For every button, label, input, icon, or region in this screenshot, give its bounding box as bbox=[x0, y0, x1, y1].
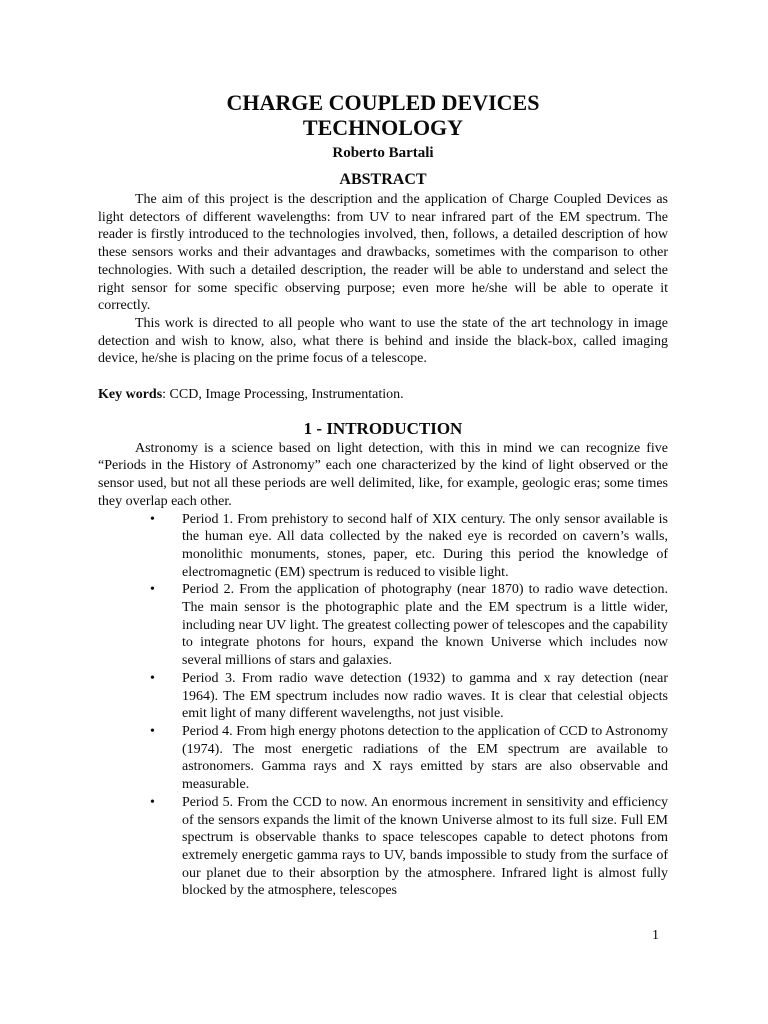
abstract-paragraph-1: The aim of this project is the description and the application of Charge Coupled Devices as light detectors of different wavelengths: from UV to near infrared part of the EM spectrum. The reader is firstly introduced to the technologies involved, then, follows, a detailed description of how these sensors works and their advantages and drawbacks, sometimes with the comparison to other technologies. With such a detailed description, the reader will be able to understand and select the right sensor for some specific observing purpose; even more he/she will be able to operate it correctly. bbox=[98, 192, 668, 314]
bullet-period-5: • Period 5. From the CCD to now. An enormous increment in sensitivity and efficiency of the sensors expands the limit of the known Universe almost to its full size. Full EM spectrum is observable thanks to space telescopes capable to detect photons from extremely energetic gamma rays to UV, bands impossible to study from the surface of our planet due to their absorption by the atmosphere. Infrared light is almost fully blocked by the atmosphere, telescopes bbox=[98, 794, 668, 900]
paper-title bbox=[98, 90, 668, 140]
introduction-heading: 1 - INTRODUCTION bbox=[303, 418, 463, 438]
page-number: 1 bbox=[652, 928, 659, 943]
paper-title-line-1: CHARGE COUPLED DEVICES bbox=[226, 90, 540, 115]
introduction-lead-paragraph: Astronomy is a science based on light detection, with this in mind we can recognize five “Periods in the History of Astronomy” each one characterized by the kind of light observed or the sensor used, but not all these periods are well delimited, like, for example, geologic eras; some times they overlap each other. bbox=[98, 440, 668, 509]
keywords-label: Key words bbox=[98, 387, 163, 403]
paper-title-line-2: TECHNOLOGY bbox=[302, 115, 464, 140]
keywords-line bbox=[98, 386, 668, 404]
bullet-period-4: • Period 4. From high energy photons detection to the application of CCD to Astronomy (1974). The most energetic radiations of the EM spectrum are available to astronomers. Gamma rays and X rays emitted by stars are also observable and measurable. bbox=[98, 723, 668, 794]
bullet-period-1: • Period 1. From prehistory to second half of XIX century. The only sensor available is the human eye. All data collected by the naked eye is recorded on cavern’s walls, monolithic monuments, stones, paper, etc. During this period the knowledge of electromagnetic (EM) spectrum is reduced to visible light. bbox=[98, 511, 668, 582]
abstract-paragraph-2: This work is directed to all people who want to use the state of the art technology in image detection and wish to know, also, what there is behind and inside the black-box, called imaging device, he/she is placing on the prime focus of a telescope. bbox=[98, 315, 668, 367]
bullet-period-2: • Period 2. From the application of photography (near 1870) to radio wave detection. The main sensor is the photographic plate and the EM spectrum is a little wider, including near UV light. The greatest collecting power of telescopes and the capability to integrate photons for hours, expand the known Universe which includes now several millions of stars and galaxies. bbox=[98, 581, 668, 670]
keywords-text: : CCD, Image Processing, Instrumentation. bbox=[162, 387, 404, 403]
abstract-heading: ABSTRACT bbox=[339, 171, 427, 188]
bullet-period-3: • Period 3. From radio wave detection (1932) to gamma and x ray detection (near 1964). The EM spectrum includes now radio waves. It is clear that celestial objects emit light of many different wavelengths, not just visible. bbox=[98, 670, 668, 723]
periods-bullet-list bbox=[98, 511, 668, 900]
paper-author: Roberto Bartali bbox=[332, 145, 434, 161]
page-content bbox=[98, 90, 668, 900]
